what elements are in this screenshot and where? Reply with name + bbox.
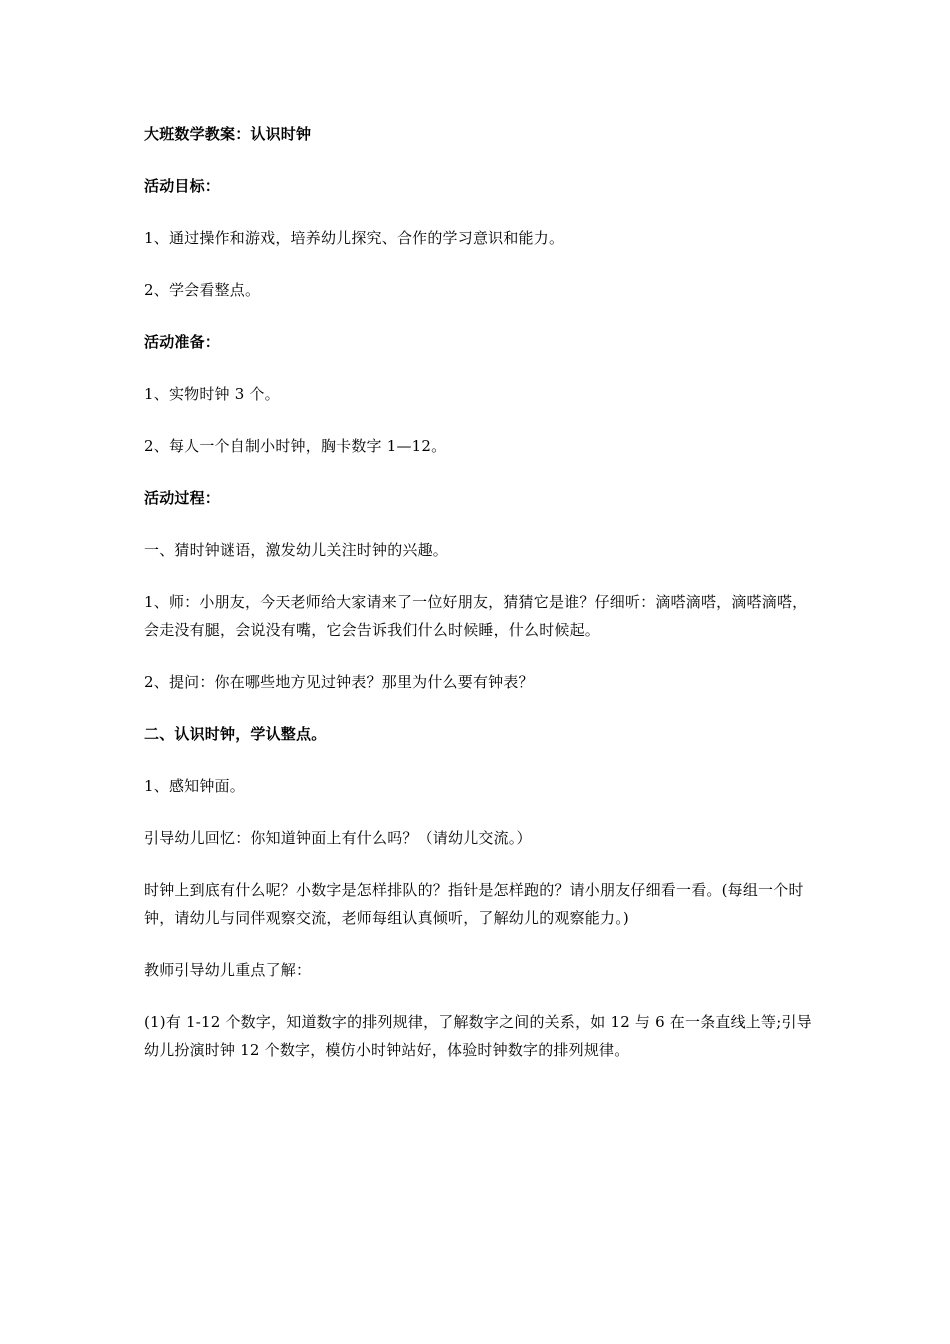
paragraph: 时钟上到底有什么呢？小数字是怎样排队的？指针是怎样跑的？请小朋友仔细看一看。(每组一个时钟，请幼儿与同伴观察交流，老师每组认真倾听，了解幼儿的观察能力。) <box>144 881 804 927</box>
paragraph: 2、每人一个自制小时钟，胸卡数字 1—12。 <box>144 437 447 455</box>
paragraph: 1、实物时钟 3 个。 <box>144 385 280 403</box>
paragraph: 一、猜时钟谜语，激发幼儿关注时钟的兴趣。 <box>144 541 449 559</box>
document-page <box>144 120 816 1088</box>
paragraph: 2、提问：你在哪些地方见过钟表？那里为什么要有钟表？ <box>144 673 534 691</box>
paragraph: 教师引导幼儿重点了解： <box>144 961 312 979</box>
paragraph: 1、感知钟面。 <box>144 777 245 795</box>
document-body <box>144 172 816 1064</box>
section-heading: 活动目标： <box>144 177 221 195</box>
section-heading: 二、认识时钟，学认整点。 <box>144 725 327 743</box>
paragraph: 2、学会看整点。 <box>144 281 261 299</box>
paragraph: 1、通过操作和游戏，培养幼儿探究、合作的学习意识和能力。 <box>144 229 565 247</box>
section-heading: 活动过程： <box>144 489 221 507</box>
paragraph: 引导幼儿回忆：你知道钟面上有什么吗？（请幼儿交流。） <box>144 829 532 847</box>
section-heading: 活动准备： <box>144 333 221 351</box>
paragraph: (1)有 1-12 个数字，知道数字的排列规律，了解数字之间的关系，如 12 与 6 在一条直线上等;引导幼儿扮演时钟 12 个数字，模仿小时钟站好，体验时钟数字的排列规律。 <box>144 1013 812 1059</box>
document-title: 大班数学教案：认识时钟 <box>144 125 312 143</box>
paragraph: 1、师：小朋友，今天老师给大家请来了一位好朋友，猜猜它是谁？仔细听：滴嗒滴嗒，滴嗒滴嗒，会走没有腿，会说没有嘴，它会告诉我们什么时候睡，什么时候起。 <box>144 593 808 639</box>
